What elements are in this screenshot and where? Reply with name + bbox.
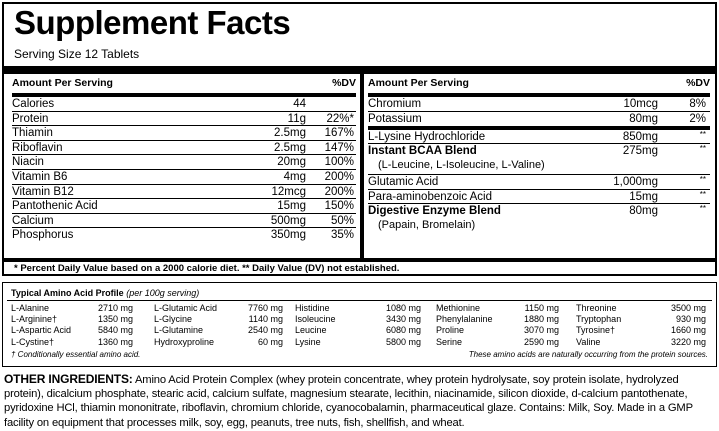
amino-name: Isoleucine <box>295 314 336 325</box>
blend-name: Instant BCAA Blend <box>368 145 477 158</box>
other-ingredients-text: Amino Acid Protein Complex (whey protein concentrate, whey protein hydrolysate, soy protein isolate, hydrolyzed protein), dicalcium phosphate, stearic acid, calcium sulfate, magnesium stearate, lecithin, niacinamide, silicon dioxide, d-calcium pantothenate, pyridoxine HCl, thiamin mononitrate, riboflavin, chromium chloride, cyanocobalamin, pharmaceutical glaze. Contains: Milk, Soy. Made in a GMP facility on equipment that processes milk, soy, egg, peanuts, tree nuts, fish, shellfish, and wheat. <box>4 374 693 429</box>
nutrient-row-calories <box>12 97 356 112</box>
dv-footnote: * Percent Daily Value based on a 2000 calorie diet. ** Daily Value (DV) not established. <box>14 263 400 274</box>
blend-ingredients: (L-Leucine, L-Isoleucine, L-Valine) <box>378 159 545 172</box>
amino-row <box>295 325 421 336</box>
amino-name: L-Glutamic Acid <box>154 303 218 313</box>
nutrient-amount: 80mg <box>629 205 658 218</box>
amino-row <box>576 337 706 348</box>
amino-column-4 <box>436 303 559 348</box>
amino-value: 6080 mg <box>385 325 421 336</box>
right-header-dv: %DV <box>686 77 710 89</box>
amino-value: 1880 mg <box>523 314 559 325</box>
nutrient-row-phosphorus <box>12 228 356 243</box>
amino-footnote-essential: † Conditionally essential amino acid. <box>11 350 141 359</box>
nutrient-name: Niacin <box>12 156 44 169</box>
amino-value: 3220 mg <box>670 336 706 347</box>
nutrient-amount: 850mg <box>622 130 658 143</box>
amino-row <box>11 325 133 336</box>
nutrient-row-niacin <box>12 155 356 170</box>
amino-row <box>154 325 283 336</box>
nutrient-amount: 12mcg <box>271 185 306 198</box>
nutrient-amount: 15mg <box>629 190 658 203</box>
amino-row <box>576 325 706 336</box>
amino-name: L-Cystine† <box>11 336 55 347</box>
nutrient-row-chromium <box>368 97 710 112</box>
amino-value: 3070 mg <box>523 325 559 336</box>
nutrient-row-riboflavin <box>12 141 356 156</box>
amino-title-text: Typical Amino Acid Profile <box>11 288 124 298</box>
nutrient-dv: 150% <box>324 200 354 213</box>
amino-name: Methionine <box>436 303 481 313</box>
nutrient-dv: ** <box>699 144 706 154</box>
nutrient-row-bcaa-blend <box>368 144 710 175</box>
nutrient-amount: 4mg <box>283 170 306 183</box>
amino-row <box>154 337 283 348</box>
nutrient-dv: ** <box>699 175 706 185</box>
amino-value: 2590 mg <box>523 336 559 347</box>
nutrient-row-vitamin-b6 <box>12 170 356 185</box>
amino-value: 1080 mg <box>385 303 421 313</box>
nutrient-dv: ** <box>699 204 706 214</box>
amino-value: 5800 mg <box>385 336 421 347</box>
amino-name: Leucine <box>295 325 327 336</box>
nutrient-row-enzyme-blend <box>368 204 710 235</box>
supplement-facts-panel <box>2 2 717 276</box>
right-header-label: Amount Per Serving <box>368 77 469 89</box>
nutrient-amount: 275mg <box>622 145 658 158</box>
amino-name: Threonine <box>576 303 617 313</box>
amino-row <box>436 325 559 336</box>
amino-name: Lysine <box>295 336 321 347</box>
amino-value: 1150 mg <box>524 303 559 313</box>
nutrient-dv: 8% <box>689 98 706 110</box>
amino-row <box>436 337 559 348</box>
amino-value: 1360 mg <box>97 336 133 347</box>
right-column-header <box>368 74 710 93</box>
nutrient-dv: ** <box>699 129 706 139</box>
footnote-divider <box>4 258 715 262</box>
amino-name: Serine <box>436 336 463 347</box>
amino-value: 5840 mg <box>97 325 133 336</box>
left-column-header <box>12 74 356 93</box>
amino-row <box>576 314 706 325</box>
amino-title-divider <box>7 300 712 301</box>
amino-row <box>436 314 559 325</box>
nutrient-name: Thiamin <box>12 127 53 140</box>
nutrient-row-vitamin-b12 <box>12 185 356 200</box>
amino-name: L-Glycine <box>154 314 193 325</box>
title-divider <box>4 66 715 74</box>
amino-row <box>295 337 421 348</box>
amino-row <box>154 303 283 314</box>
nutrient-amount: 1,000mg <box>613 176 658 189</box>
serving-size: Serving Size 12 Tablets <box>14 47 140 61</box>
amino-row <box>11 337 133 348</box>
amino-acid-profile-box <box>2 282 717 367</box>
nutrient-name: Para-aminobenzoic Acid <box>368 190 493 203</box>
amino-name: Histidine <box>295 303 330 313</box>
nutrient-row-pantothenic-acid <box>12 199 356 214</box>
nutrient-dv: 22%* <box>326 112 354 125</box>
amino-value: 3430 mg <box>385 314 421 325</box>
amino-row <box>154 314 283 325</box>
amino-row <box>295 303 421 314</box>
amino-value: 7760 mg <box>247 303 283 313</box>
nutrient-name: Phosphorus <box>12 229 74 242</box>
nutrient-dv: 35% <box>330 229 354 242</box>
blend-name: Digestive Enzyme Blend <box>368 205 501 218</box>
amino-name: Valine <box>576 336 601 347</box>
amino-footnote-sources: These amino acids are naturally occurring from the protein sources. <box>468 350 708 359</box>
amino-value: 2710 mg <box>97 303 133 313</box>
nutrient-amount: 2.5mg <box>274 127 306 140</box>
amino-name: L-Arginine† <box>11 314 58 325</box>
blend-ingredients: (Papain, Bromelain) <box>378 219 476 232</box>
left-header-dv: %DV <box>332 77 356 89</box>
amino-profile-title <box>11 288 199 299</box>
nutrient-amount: 44 <box>293 98 306 110</box>
nutrient-row-potassium <box>368 112 710 130</box>
amino-row <box>11 303 133 314</box>
nutrient-amount: 15mg <box>277 200 306 213</box>
nutrient-dv: 50% <box>330 214 354 227</box>
amino-row <box>11 314 133 325</box>
nutrient-dv: 167% <box>324 127 354 140</box>
nutrient-name: L-Lysine Hydrochloride <box>368 130 486 143</box>
nutrient-amount: 500mg <box>270 214 306 227</box>
nutrient-row-calcium <box>12 214 356 229</box>
nutrient-name: Chromium <box>368 98 422 110</box>
amino-value: 1350 mg <box>97 314 133 325</box>
nutrient-name: Protein <box>12 112 49 125</box>
amino-name: Tyrosine† <box>576 325 616 336</box>
other-ingredients-label: OTHER INGREDIENTS: <box>4 372 133 386</box>
nutrient-row-l-lysine <box>368 130 710 145</box>
column-divider <box>360 74 364 258</box>
nutrient-amount: 20mg <box>277 156 306 169</box>
amino-row <box>436 303 559 314</box>
nutrient-dv: 100% <box>324 156 354 169</box>
amino-value: 60 mg <box>257 336 283 347</box>
nutrient-dv: ** <box>699 189 706 199</box>
nutrient-name: Calcium <box>12 214 54 227</box>
right-nutrient-column <box>368 74 710 235</box>
nutrient-amount: 10mcg <box>623 98 658 110</box>
amino-name: Proline <box>436 325 465 336</box>
nutrient-row-thiamin <box>12 126 356 141</box>
amino-value: 2540 mg <box>247 325 283 336</box>
amino-name: Hydroxyproline <box>154 336 215 347</box>
left-nutrient-column <box>12 74 356 243</box>
left-header-label: Amount Per Serving <box>12 77 113 89</box>
nutrient-name: Glutamic Acid <box>368 176 439 189</box>
amino-name: Phenylalanine <box>436 314 493 325</box>
nutrient-dv: 200% <box>324 185 354 198</box>
nutrient-amount: 2.5mg <box>274 141 306 154</box>
nutrient-name: Riboflavin <box>12 141 63 154</box>
nutrient-amount: 350mg <box>270 229 306 242</box>
amino-value: 3500 mg <box>670 303 706 313</box>
amino-value: 1140 mg <box>248 314 283 325</box>
amino-value: 1660 mg <box>670 325 706 336</box>
amino-name: L-Alanine <box>11 303 50 313</box>
nutrient-name: Pantothenic Acid <box>12 200 98 213</box>
nutrient-amount: 80mg <box>629 112 658 125</box>
amino-value: 930 mg <box>675 314 706 325</box>
nutrient-row-protein <box>12 112 356 127</box>
amino-column-5 <box>576 303 706 348</box>
amino-name: L-Aspartic Acid <box>11 325 72 336</box>
other-ingredients <box>4 372 716 430</box>
nutrient-dv: 200% <box>324 170 354 183</box>
nutrient-name: Vitamin B6 <box>12 170 68 183</box>
amino-name: L-Glutamine <box>154 325 204 336</box>
nutrient-dv: 147% <box>324 141 354 154</box>
amino-column-2 <box>154 303 283 348</box>
nutrient-dv: 2% <box>689 112 706 125</box>
amino-column-1 <box>11 303 133 348</box>
panel-title: Supplement Facts <box>14 4 291 41</box>
amino-name: Tryptophan <box>576 314 622 325</box>
nutrient-row-glutamic-acid <box>368 175 710 190</box>
nutrient-name: Vitamin B12 <box>12 185 74 198</box>
nutrient-amount: 11g <box>287 112 306 125</box>
nutrient-name: Potassium <box>368 112 422 125</box>
amino-row <box>295 314 421 325</box>
amino-column-3 <box>295 303 421 348</box>
amino-row <box>576 303 706 314</box>
nutrient-row-paba <box>368 190 710 205</box>
nutrient-name: Calories <box>12 98 55 110</box>
amino-title-unit: (per 100g serving) <box>126 288 200 298</box>
